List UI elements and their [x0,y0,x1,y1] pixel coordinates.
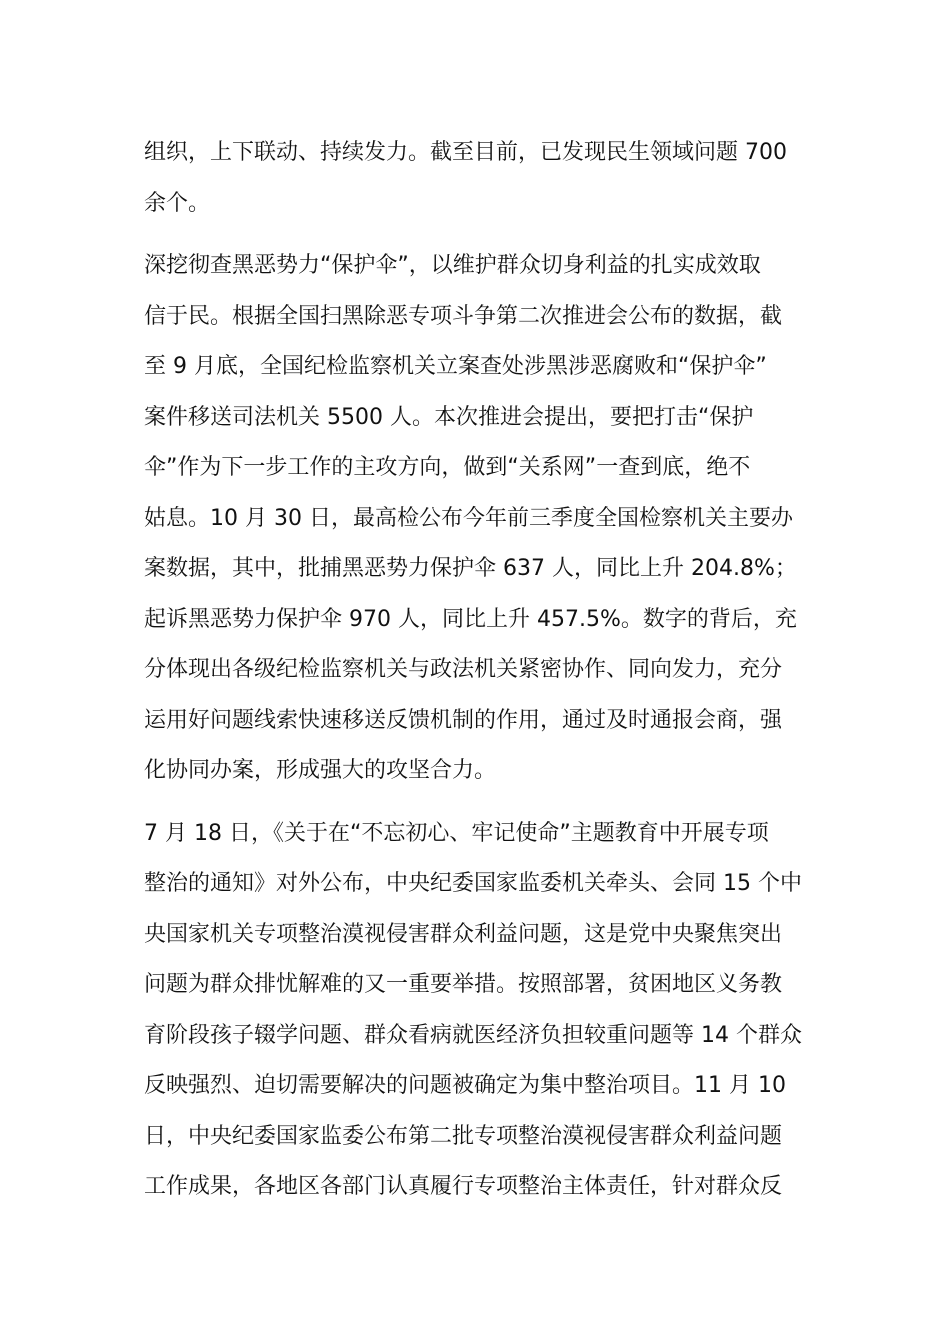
text-line: 工作成果，各地区各部门认真履行专项整治主体责任，针对群众反 [144,1174,783,1199]
text-line: 至 9 月底，全国纪检监察机关立案查处涉黑涉恶腐败和“保护伞” [144,354,767,379]
paragraph-3 [144,809,814,1213]
text-line: 起诉黑恶势力保护伞 970 人，同比上升 457.5%。数字的背后，充 [144,606,797,632]
paragraph-1 [144,128,814,229]
text-line: 姑息。10 月 30 日，最高检公布今年前三季度全国检察机关主要办 [144,505,793,531]
text-line: 日，中央纪委国家监委公布第二批专项整治漠视侵害群众利益问题 [144,1123,783,1149]
text-line: 7 月 18 日，《关于在“不忘初心、牢记使命”主题教育中开展专项 [144,820,769,846]
text-line: 深挖彻查黑恶势力“保护伞”，以维护群众切身利益的扎实成效取 [144,253,761,278]
text-line: 整治的通知》对外公布，中央纪委国家监委机关牵头、会同 15 个中 [144,871,802,896]
text-line: 运用好问题线索快速移送反馈机制的作用，通过及时通报会商，强 [144,707,783,733]
text-line: 育阶段孩子辍学问题、群众看病就医经济负担较重问题等 14 个群众 [144,1022,802,1048]
text-line: 余个。 [144,190,211,216]
text-line: 问题为群众排忧解难的又一重要举措。按照部署，贫困地区义务教 [144,972,783,997]
text-line: 央国家机关专项整治漠视侵害群众利益问题，这是党中央聚焦突出 [144,921,783,947]
text-line: 案件移送司法机关 5500 人。本次推进会提出，要把打击“保护 [144,404,754,430]
text-line: 案数据，其中，批捕黑恶势力保护伞 637 人，同比上升 204.8%； [144,556,797,581]
paragraph-gap [144,229,814,241]
text-line: 组织，上下联动、持续发力。截至目前，已发现民生领域问题 700 [144,140,787,165]
paragraph-2 [144,241,814,797]
paragraph-gap [144,797,814,809]
text-line: 信于民。根据全国扫黑除恶专项斗争第二次推进会公布的数据，截 [144,303,783,329]
text-line: 化协同办案，形成强大的攻坚合力。 [144,758,497,783]
document-body [144,128,814,1213]
text-line: 分体现出各级纪检监察机关与政法机关紧密协作、同向发力，充分 [144,657,783,682]
text-line: 反映强烈、迫切需要解决的问题被确定为集中整治项目。11 月 10 [144,1073,786,1098]
text-line: 伞”作为下一步工作的主攻方向，做到“关系网”一查到底，绝不 [144,455,751,480]
